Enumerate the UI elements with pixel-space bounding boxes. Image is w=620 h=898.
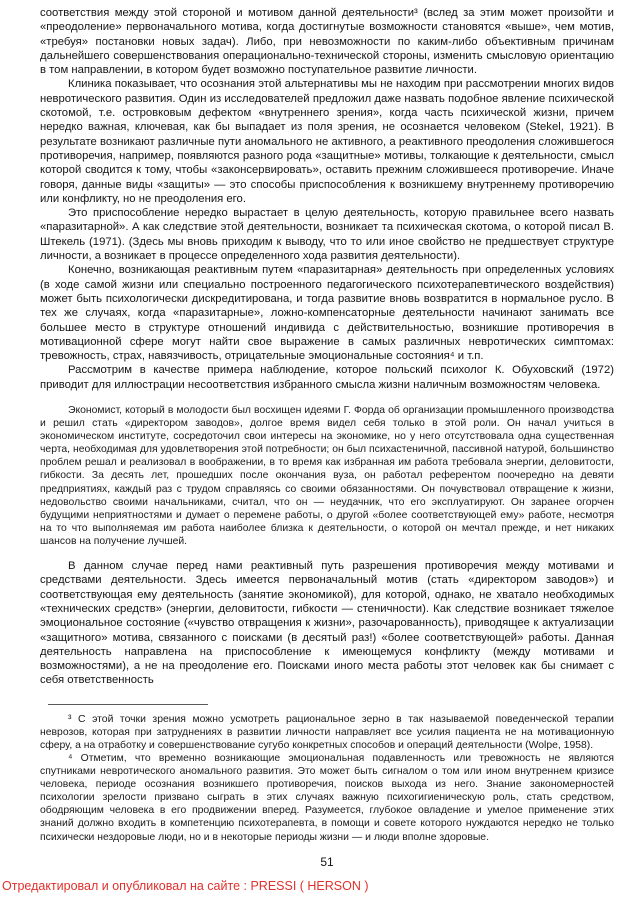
publisher-watermark: Отредактировал и опубликовал на сайте : PRESSI ( HERSON ) xyxy=(2,879,369,893)
main-text-block-top xyxy=(40,6,614,392)
body-paragraph: Клиника показывает, что осознания этой альтернативы мы не находим при рассмотрении многих видов невротического развития. Один из исследователей предложил даже назвать подобное явление психической скотомой, т.е. островковым дефектом «внутреннего зрения», когда часть психической жизни, причем нередко важная, ключевая, как бы выпадает из поля зрения, не осознается человеком (Stekel, 1921). В результате возникают различные пути аномального не активного, а реактивного преодоления сложившегося противоречия, например, появляются разного рода «защитные» мотивы, толкающие к деятельности, смысл которой сводится к тому, чтобы «законсервировать», оставить прежним сложившееся противоречие. Иначе говоря, данные виды «защиты» — это способы приспособления к возникшему внутреннему противоречию или конфликту, но не преодоления его. xyxy=(40,78,614,205)
body-paragraph: В данном случае перед нами реактивный путь разрешения противоречия между мотивами и средствами деятельности. Здесь имеется первоначальный мотив (стать «директором заводов») и соответствующая ему деятельность (занятие экономикой), для которой, однако, не хватало необходимых «технических средств» (энергии, деловитости, гибкости — стеничности). Как следствие возникает тяжелое эмоциональное состояние («чувство отвращения к жизни», разочарованность), приводящее к актуализации «защитного» мотива, связанного с поисками (в десятый раз!) «более соответствующей» работы. Данная деятельность направлена на приспособление к имеющемуся конфликту (между мотивами и возможностями), а не на преодоление его. Поисками иного места работы этот человек как бы снимает с себя ответственность xyxy=(40,560,614,687)
body-paragraph: Конечно, возникающая реактивным путем «паразитарная» деятельность при определенных условиях (в ходе самой жизни или специально построенного педагогического психотерапевтического воздействия) может быть психологически дискредитирована, и тогда развитие вновь возвратится в нормальное русло. В тех же случаях, когда «паразитарные», ложно-компенсаторные деятельности начинают занимать все большее место в структуре отношений индивида с действительностью, возникшие противоречия в мотивационной сфере могут найти свое выражение в самых различных невротических симптомах: тревожность, страх, навязчивость, отрицательные эмоциональные состояния⁴ и т.п. xyxy=(40,264,614,363)
body-paragraph: Рассмотрим в качестве примера наблюдение, которое польский психолог К. Обуховский (1972) приводит для иллюстрации несоответствия избранного смысла жизни наличным возможностям человека. xyxy=(40,364,614,391)
main-text-block-bottom xyxy=(40,559,614,688)
footnote-separator-rule xyxy=(48,704,208,705)
footnotes-block xyxy=(40,713,614,844)
example-paragraph: Экономист, который в молодости был восхищен идеями Г. Форда об организации промышленного производства и решил стать «директором заводов», долгое время видел себя только в этой роли. Он начал учиться в экономическом институте, сосредоточил свои интересы на экономике, но у него отсутствовала одна существенная черта, необходимая для удовлетворения этой потребности; он был психастеничной, пассивной натурой, большинство проблем решал и реализовал в воображении, в то время как избранная им работа требовала энергии, деловитости, гибкости. За десять лет, прошедших после окончания вуза, он работал референтом поочередно на девяти предприятиях, каждый раз с трудом справляясь со своими обязанностями. Он почувствовал отвращение к жизни, недовольство своими начальниками, считал, что он — неудачник, что его эксплуатируют. Он заранее огорчен будущими неприятностями и думает о перемене работы, о другой «более соответствующей ему» работе, несмотря на то что выполняемая им работа наиболее близка к деятельности, о которой он мечтал прежде, и нет никаких шансов на получение лучшей. xyxy=(40,405,614,547)
body-paragraph: Это приспособление нередко вырастает в целую деятельность, которую правильнее всего назвать «паразитарной». А как следствие этой деятельности, возникает та психическая скотома, о которой писал В. Штекель (1971). (Здесь мы вновь приходим к выводу, что то или иное свойство не предшествует структуре личности, а возникает в процессе определенного хода развития деятельности). xyxy=(40,207,614,263)
body-paragraph: соответствия между этой стороной и мотивом данной деятельности³ (вслед за этим может произойти и «преодоление» первоначального мотива, когда достигнутые возможности становятся «выше», чем мотив, «требуя» постановки новых задач). Либо, при невозможности по каким-либо объективным причинам дальнейшего совершенствования операционально-технической стороны, изменить смысловую ориентацию в том направлении, в котором будет возможно поступательное развитие личности. xyxy=(40,7,614,77)
case-example-block xyxy=(40,404,614,548)
page-number: 51 xyxy=(320,854,334,869)
footnote: ⁴ Отметим, что временно возникающие эмоциональная подавленность или тревожность не являются спутниками невротического аномального развития. Это может быть сигналом о том или ином внутреннем кризисе человека, периоде осознания возникшего противоречия, поисков выхода из него. Знание закономерностей психологии зрелости призвано сыграть в этих случаях важную психогигиеническую роль, стать средством, ободряющим человека в его продвижении вперед. Разумеется, глубокое овладение и умелое применение этих знаний должно входить в компетенцию психотерапевта, в помощи и совете которого нуждаются нередко не только психически нездоровые люди, но и в некоторые периоды жизни — и люди вполне здоровые. xyxy=(40,753,614,843)
footnote: ³ С этой точки зрения можно усмотреть рациональное зерно в так называемой поведенческой терапии неврозов, которая при затруднениях в развитии личности направляет все усилия пациента не на мотивационную сферу, а на отработку и совершенствование сугубо конкретных способов и операций деятельности (Wolpe, 1958). xyxy=(40,713,614,751)
